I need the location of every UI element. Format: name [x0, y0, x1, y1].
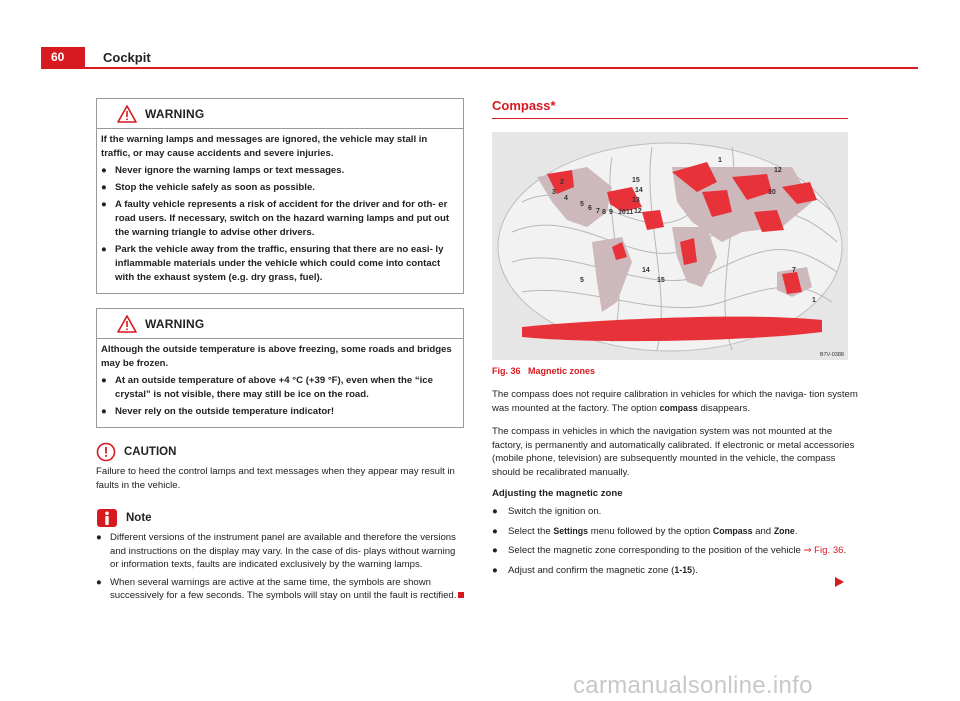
zone-label: 3	[552, 189, 556, 196]
zone-label: 8	[602, 209, 606, 216]
zone-label: 1	[812, 297, 816, 304]
caution-exclamation-icon	[96, 442, 116, 462]
warning-triangle-icon	[117, 105, 137, 123]
list-item	[492, 505, 862, 519]
warning-body	[97, 339, 463, 427]
warning-box-ignored-lamps	[96, 98, 464, 294]
bullet-icon: ●	[492, 525, 498, 537]
bullet-icon: ●	[101, 199, 107, 210]
list-item-text: At an outside temperature of above +4 °C (+39 °F), even when the “ice crystal” is not visible, there may still be ice on the road.	[115, 375, 433, 400]
warning-header	[97, 99, 463, 129]
note-block	[96, 508, 464, 603]
caution-block	[96, 442, 464, 492]
compass-option-keyword: compass	[659, 402, 698, 413]
bullet-icon: ●	[101, 375, 107, 386]
zone-label: 7	[596, 208, 600, 215]
list-item	[492, 525, 862, 539]
zone-label: 7	[792, 267, 796, 274]
zone-label: 14	[642, 267, 650, 274]
zone-label: 13	[632, 197, 640, 204]
bullet-icon: ●	[101, 182, 107, 193]
caution-label: CAUTION	[124, 446, 177, 458]
zone-label: 6	[588, 205, 592, 212]
caution-text: Failure to heed the control lamps and text messages when they appear may result in faults in the vehicle.	[96, 466, 455, 491]
warning-intro: If the warning lamps and messages are ignored, the vehicle may stall in traffic, or may cause accidents and severe injuries.	[101, 134, 428, 159]
warning-label: WARNING	[145, 316, 205, 331]
caution-header	[96, 442, 464, 462]
zone-label: 1	[718, 157, 722, 164]
bullet-icon: ●	[101, 406, 107, 417]
list-item-text: Stop the vehicle safely as soon as possible.	[115, 182, 315, 193]
para-text: The compass does not require calibration in vehicles for which the naviga- tion system was mounted at the factory. The option	[492, 389, 858, 414]
warning-triangle-icon	[117, 315, 137, 333]
bullet-icon: ●	[96, 532, 102, 543]
zone-label: 11	[626, 209, 634, 216]
continue-arrow-icon	[835, 577, 844, 587]
list-item	[101, 198, 458, 240]
right-column	[492, 98, 862, 577]
list-item-text: Never ignore the warning lamps or text messages.	[115, 165, 345, 176]
list-item	[492, 564, 862, 578]
zone-label: 5	[580, 277, 584, 284]
zone-label: 10	[618, 209, 626, 216]
list-item-text: Park the vehicle away from the traffic, ensuring that there are no easi- ly inflammable materials under the vehicle which could come into contact with the exhaust system (e.g. dry grass, fuel).	[115, 244, 444, 283]
zone-label: 12	[634, 208, 642, 215]
zone-label: 12	[774, 167, 782, 174]
zone-label: 9	[609, 209, 613, 216]
list-item	[96, 531, 464, 572]
left-column	[96, 98, 464, 607]
warning-body	[97, 129, 463, 293]
note-header	[96, 508, 464, 528]
zone-label: 15	[657, 277, 665, 284]
compass-heading: Compass*	[492, 98, 848, 119]
note-label: Note	[126, 512, 152, 524]
adjust-zone-heading: Adjusting the magnetic zone	[492, 488, 623, 499]
warning-intro: Although the outside temperature is above freezing, some roads and bridges may be frozen.	[101, 344, 452, 369]
header-rule	[41, 67, 918, 69]
page-number: 60	[41, 47, 85, 68]
zone-label: 5	[580, 201, 584, 208]
list-item	[101, 405, 458, 419]
warning-label: WARNING	[145, 106, 205, 121]
zone-label: 10	[768, 189, 776, 196]
bullet-icon: ●	[101, 165, 107, 176]
warning-header	[97, 309, 463, 339]
warning-box-frozen-roads	[96, 308, 464, 428]
info-icon	[96, 508, 118, 528]
list-item-text: A faulty vehicle represents a risk of accident for the driver and for oth- er road users. If necessary, switch on the hazard warning lamps and put out the warning triangle to advise other drivers.	[115, 199, 450, 238]
bullet-icon: ●	[96, 576, 102, 588]
list-item-text: When several warnings are active at the same time, the symbols are shown successively for a few seconds. The symbols will stay on until the fault is rectified.	[110, 576, 457, 601]
list-item	[96, 576, 464, 603]
world-map-illustration	[492, 132, 848, 360]
zone-label: 14	[635, 187, 643, 194]
step-text: Select the Settings menu followed by the option Compass and Zone.	[508, 525, 798, 537]
list-item	[101, 181, 458, 195]
figure-caption	[492, 366, 862, 376]
zone-range-keyword: 1-15	[674, 564, 692, 575]
watermark: carmanualsonline.info	[573, 672, 813, 699]
zone-keyword: Zone	[773, 525, 795, 536]
step-text: Select the magnetic zone corresponding to the position of the vehicle ⇒ Fig. 36.	[508, 545, 847, 556]
list-item	[492, 544, 862, 558]
list-item-text: Different versions of the instrument panel are available and therefore the versions and instructions on the display may vary. In the case of dis- plays without warning or information texts, faults are indicated exclusively by the warning lamps.	[110, 532, 456, 570]
para-text: disappears.	[697, 402, 751, 414]
bullet-icon: ●	[492, 545, 498, 556]
figure-link[interactable]: ⇒ Fig. 36	[803, 545, 844, 556]
zone-label: 2	[560, 179, 564, 186]
bullet-icon: ●	[101, 244, 107, 255]
bullet-icon: ●	[492, 506, 498, 517]
zone-label: 15	[632, 177, 640, 184]
compass-keyword: Compass	[712, 525, 753, 536]
figure-title: Magnetic zones	[528, 366, 596, 376]
page-header	[0, 0, 960, 70]
settings-keyword: Settings	[553, 525, 589, 536]
list-item	[101, 164, 458, 178]
section-end-marker	[458, 592, 464, 598]
calibration-paragraph	[492, 388, 862, 415]
zone-label: 4	[564, 195, 568, 202]
step-text: Adjust and confirm the magnetic zone (1-15).	[508, 564, 698, 576]
recalibration-paragraph: The compass in vehicles in which the navigation system was not mounted at the factory, is permanently and automatically calibrated. If electronic or metal accessories (mobile phone, television) are subsequently mounted in the vehicle, the compass should be recalibrated manually.	[492, 426, 855, 478]
magnetic-zones-figure	[492, 132, 848, 360]
figure-number: Fig. 36	[492, 366, 521, 376]
section-title: Cockpit	[103, 50, 151, 65]
list-item	[101, 243, 458, 285]
note-body	[96, 531, 464, 603]
list-item-text: Never rely on the outside temperature indicator!	[115, 406, 335, 417]
figure-code: B7V-0388	[819, 352, 844, 358]
step-text: Switch the ignition on.	[508, 506, 602, 517]
bullet-icon: ●	[492, 564, 498, 576]
list-item	[101, 374, 458, 402]
